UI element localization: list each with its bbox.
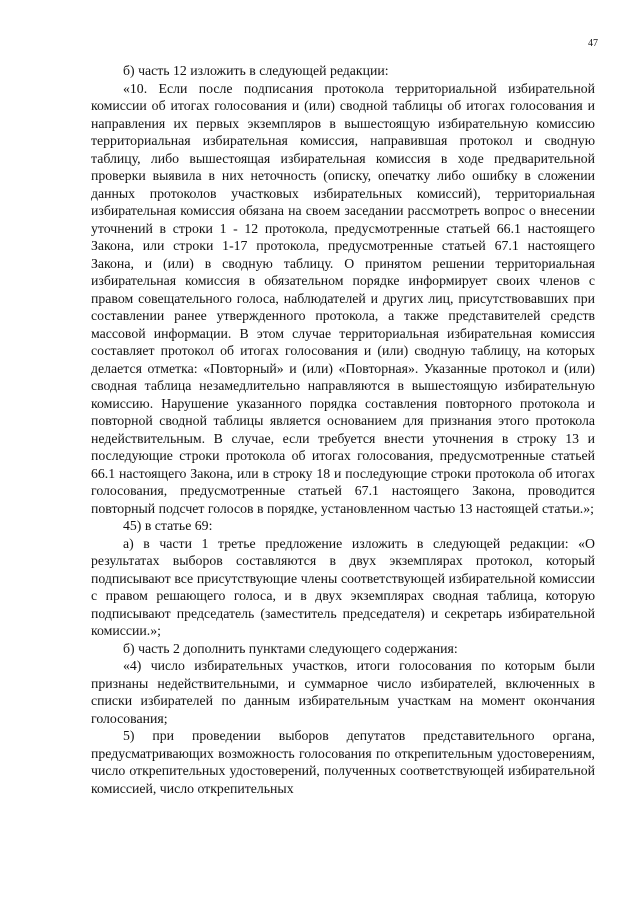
document-body [91, 62, 595, 797]
paragraph-point-4: «4) число избирательных участков, итоги голосования по которым были признаны недействительными, и суммарное число избирателей, включенных в списки избирателей по данным избирательным участкам на момент окончания голосования; [91, 658, 595, 726]
paragraph-part-10-text: «10. Если после подписания протокола территориальной избирательной комиссии об итогах голосования и (или) сводной таблицы об итогах голосования и направления их первых экземпляров в вышестоящую избирательную комиссию территориальная избирательная комиссия, направившая протокол и сводную таблицу, либо вышестоящая избирательная комиссия в ходе предварительной проверки выявила в них неточность (описку, опечатку либо ошибку в сложении данных протоколов участковых избирательных комиссий), территориальная избирательная комиссия обязана на своем заседании рассмотреть вопрос о внесении уточнений в строки 1 - 12 протокола, предусмотренные статьей 66.1 настоящего Закона, или строки 1-17 протокола, предусмотренные статьей 67.1 настоящего Закона, и (или) в сводную таблицу. О принятом решении территориальная избирательная комиссия в обязательном порядке информирует своих членов с правом совещательного голоса, наблюдателей и других лиц, присутствовавших при составлении ранее утвержденного протокола, а также представителей средств массовой информации. В этом случае территориальная избирательная комиссия составляет протокол об итогах голосования и (или) сводную таблицу, на которых делается отметка: «Повторный» и (или) «Повторная». Указанные протокол и (или) сводная таблица незамедлительно направляются в вышестоящую избирательную комиссию. Нарушение указанного порядка составления повторного протокола и повторной сводной таблицы является основанием для признания этого протокола недействительным. В случае, если требуется внести уточнения в строку 13 и последующие строки протокола об итогах голосования, предусмотренные статьей 66.1 настоящего Закона, или в строку 18 и последующие строки протокола об итогах голосования, предусмотренные статьей 67.1 настоящего Закона, проводится повторный подсчет голосов в порядке, установленном частью 13 настоящей статьи.»; [91, 80, 595, 516]
paragraph-part-2-amendment: б) часть 2 дополнить пунктами следующего содержания: [123, 640, 458, 656]
paragraph-point-5: 5) при проведении выборов депутатов представительного органа, предусматривающих возможность голосования по открепительным удостоверениям, число открепительных удостоверений, полученных соответствующей избирательной комиссией, число открепительных [91, 728, 595, 796]
paragraph-article-69-heading: 45) в статье 69: [123, 518, 213, 533]
paragraph-item-12-heading: б) часть 12 изложить в следующей редакции: [123, 63, 389, 78]
paragraph-part-1-amendment: а) в части 1 третье предложение изложить в следующей редакции: «О результатах выборов составляются в двух экземплярах протокол, который подписывают все присутствующие члены соответствующей избирательной комиссии с правом решающего голоса, и в двух экземплярах сводная таблица, которую подписывают председатель (заместитель председателя) и секретарь избирательной комиссии.»; [91, 535, 595, 638]
page-number: 47 [588, 38, 598, 49]
